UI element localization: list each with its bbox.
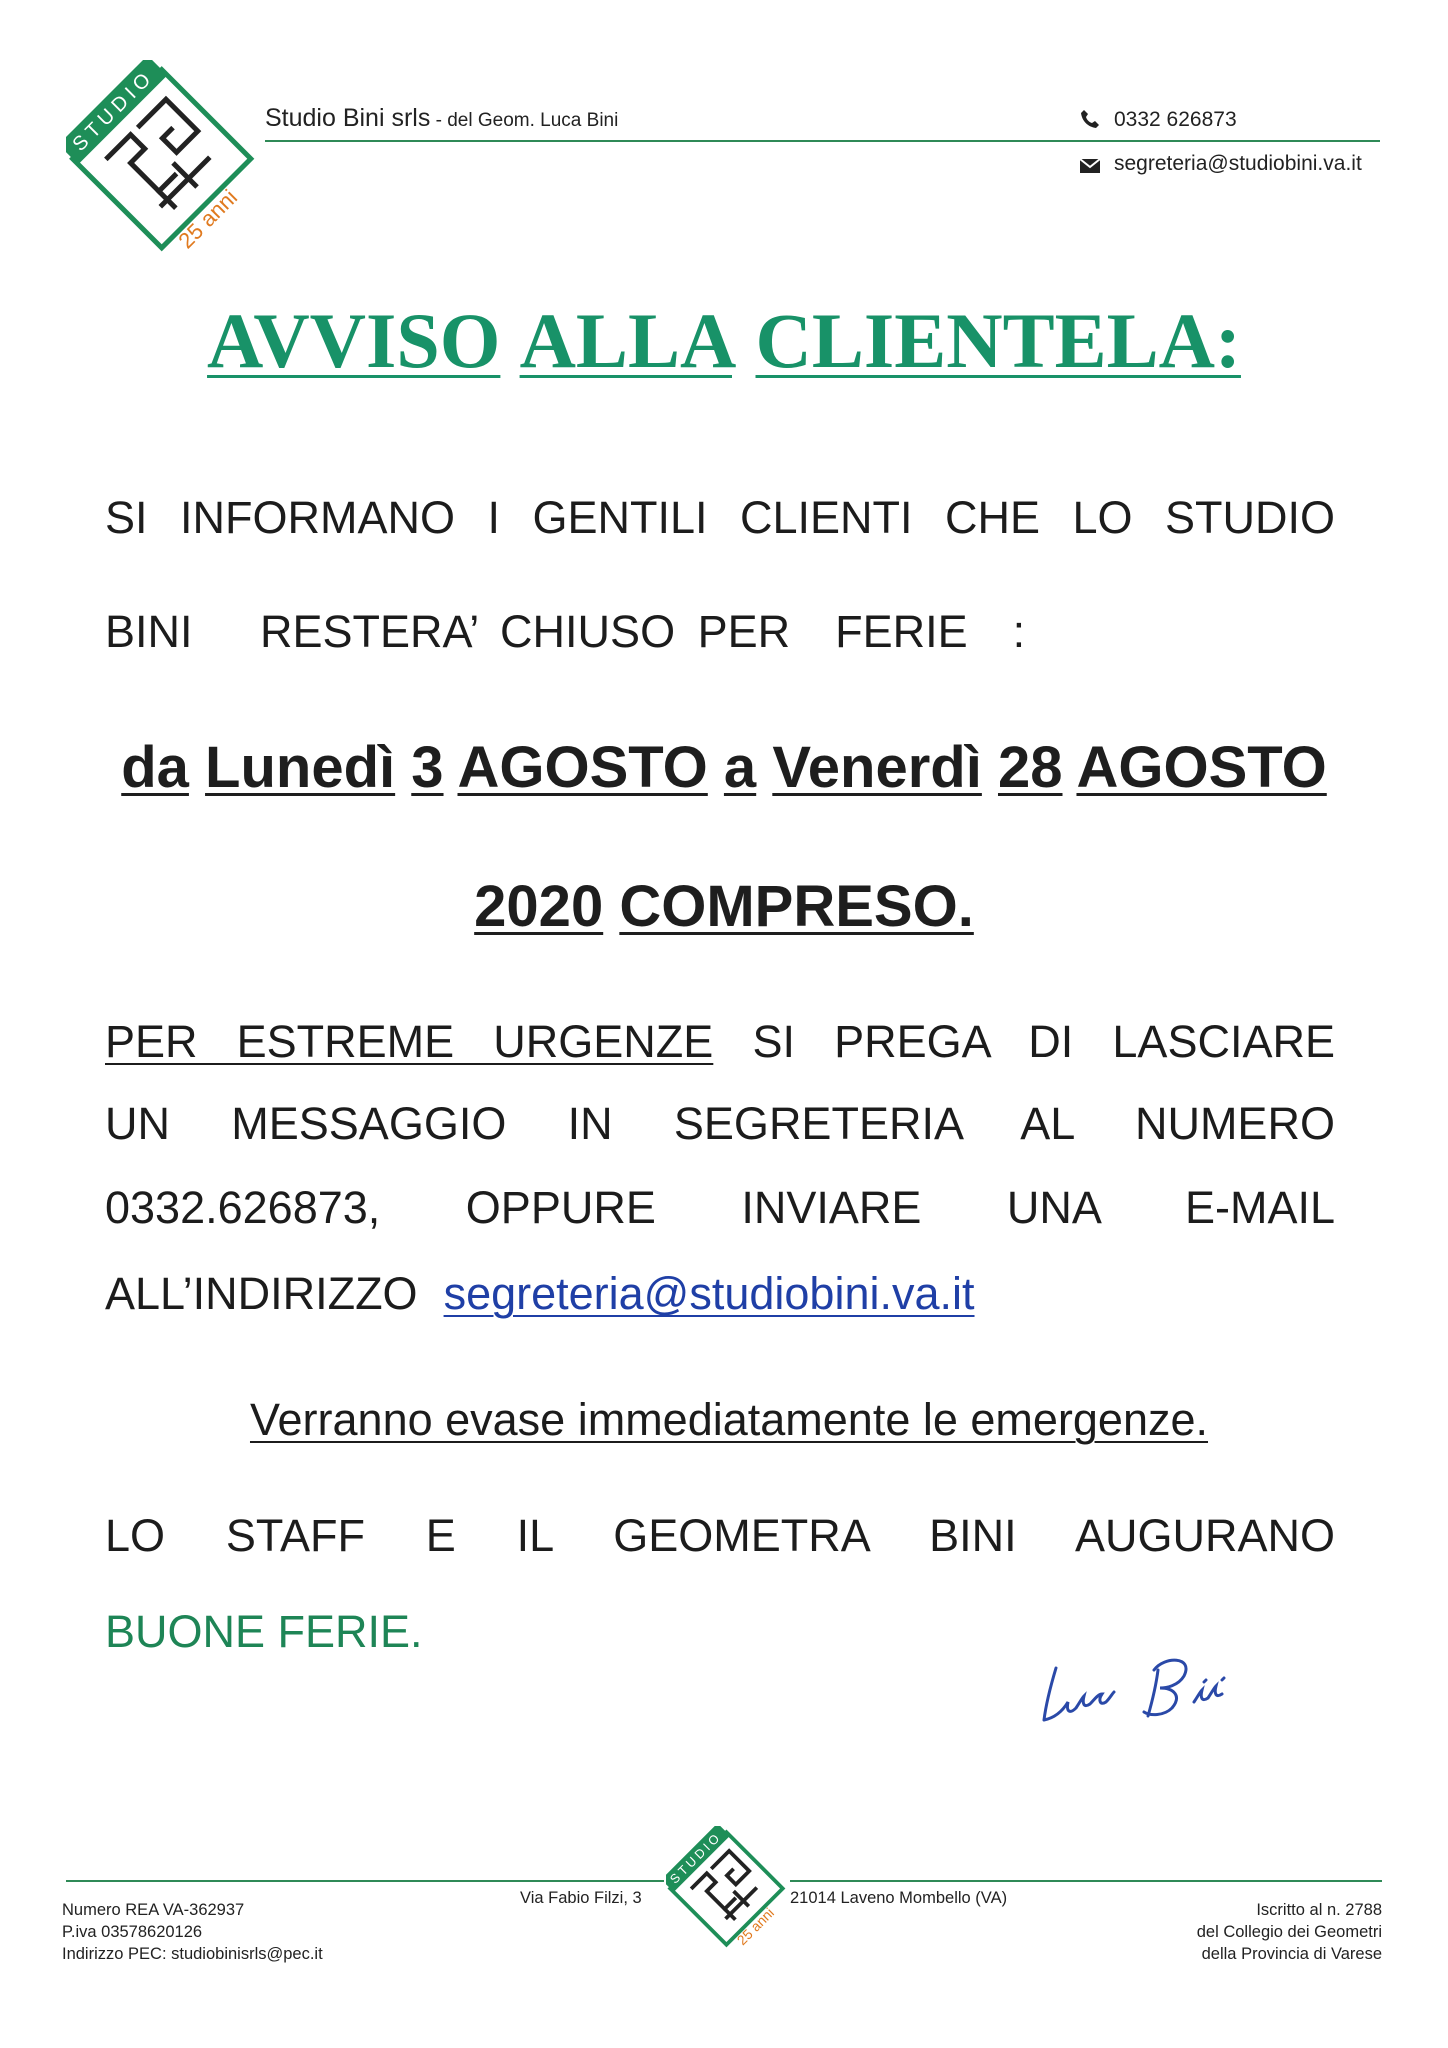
word: GEOMETRA: [613, 1510, 869, 1561]
date-word: Venerdì: [772, 735, 982, 800]
date-word: 28: [997, 735, 1063, 800]
date-word: 3: [411, 735, 444, 800]
footer-logo-years: 25 anni: [733, 1904, 778, 1949]
closure-dates-year: [0, 873, 1448, 940]
logo-years: 25 anni: [173, 184, 243, 254]
phone-icon: [1080, 109, 1100, 129]
word: 0332.626873,: [105, 1182, 381, 1233]
footer-pec: Indirizzo PEC: studiobinisrls@pec.it: [62, 1945, 323, 1963]
date-word: COMPRESO.: [619, 874, 974, 939]
date-word: AGOSTO: [457, 735, 708, 800]
word: SI: [752, 1016, 795, 1067]
word: I: [487, 492, 500, 543]
date-word: da: [121, 735, 189, 800]
word: MESSAGGIO: [231, 1098, 507, 1149]
header-phone: [1080, 108, 1237, 132]
intro-line-1: [105, 492, 1335, 544]
word: DI: [1028, 1016, 1074, 1067]
footer-company-info: [62, 1899, 323, 1965]
footer-divider-right: [790, 1880, 1382, 1882]
word: AUGURANO: [1074, 1510, 1335, 1561]
footer-divider-left: [66, 1880, 664, 1882]
urgent-line-2: [105, 1098, 1335, 1150]
word: PREGA: [834, 1016, 990, 1067]
urgent-line-1: [105, 1016, 1335, 1068]
logo-text: STUDIO: [68, 65, 159, 156]
header-divider: [265, 140, 1380, 142]
company-name: [265, 104, 618, 133]
footer-logo-text: STUDIO: [667, 1829, 725, 1887]
word: GENTILI: [532, 492, 708, 543]
word: LASCIARE: [1112, 1016, 1335, 1067]
word: E-MAIL: [1184, 1182, 1335, 1233]
date-word: AGOSTO: [1076, 735, 1327, 800]
header-email: [1080, 152, 1362, 176]
word: UNA: [1006, 1182, 1100, 1233]
footer-city: 21014 Laveno Mombello (VA): [790, 1889, 1008, 1907]
word: IL: [516, 1510, 553, 1561]
title-word-1: AVVISO: [207, 297, 501, 384]
date-word: Lunedì: [205, 735, 396, 800]
header-email-address: segreteria@studiobini.va.it: [1114, 152, 1362, 175]
word: IN: [567, 1098, 613, 1149]
footer-logo: [666, 1826, 786, 1950]
word: SEGRETERIA: [673, 1098, 962, 1149]
date-word: 2020: [474, 874, 604, 939]
footer-reg-province: della Provincia di Varese: [1201, 1945, 1382, 1963]
footer-piva: P.iva 03578620126: [62, 1923, 203, 1941]
word: AL: [1020, 1098, 1074, 1149]
closing-greeting: BUONE FERIE.: [105, 1606, 423, 1657]
footer-street: Via Fabio Filzi, 3: [520, 1889, 642, 1907]
word: INFORMANO: [180, 492, 455, 543]
company-name-main: Studio Bini srls: [265, 104, 431, 132]
word: OPPURE: [465, 1182, 656, 1233]
word: BINI: [929, 1510, 1017, 1561]
word: INVIARE: [741, 1182, 922, 1233]
word: STUDIO: [1164, 492, 1335, 543]
footer-reg-number: Iscritto al n. 2788: [1256, 1901, 1382, 1919]
urgent-line-4: [105, 1268, 1335, 1320]
signature: [1034, 1640, 1244, 1730]
word: SI: [105, 492, 148, 543]
notice-title: [0, 296, 1448, 386]
word: UN: [105, 1098, 170, 1149]
company-name-sub: - del Geom. Luca Bini: [430, 110, 619, 131]
word: LO: [1072, 492, 1133, 543]
header-phone-number: 0332 626873: [1114, 108, 1237, 131]
footer-registration: [1197, 1899, 1382, 1965]
urgent-underlined: PER ESTREME URGENZE: [105, 1016, 714, 1067]
emergency-note: [0, 1394, 1448, 1446]
word: CHE: [944, 492, 1040, 543]
word: CLIENTI: [739, 492, 913, 543]
title-word-3: CLIENTELA:: [755, 297, 1241, 384]
intro-line-2: BINI RESTERA’ CHIUSO PER FERIE :: [105, 606, 1026, 657]
word: LO: [105, 1510, 166, 1561]
word: NUMERO: [1134, 1098, 1335, 1149]
staff-line: [105, 1510, 1335, 1562]
email-link[interactable]: segreteria@studiobini.va.it: [443, 1268, 975, 1319]
urgent-line-3: [105, 1182, 1335, 1234]
footer-rea: Numero REA VA-362937: [62, 1901, 245, 1919]
word: STAFF: [225, 1510, 365, 1561]
studio-logo: [66, 60, 256, 256]
title-word-2: ALLA: [519, 297, 732, 384]
word: E: [425, 1510, 456, 1561]
footer-reg-college: del Collegio dei Geometri: [1196, 1923, 1382, 1941]
emergency-text: Verranno evase immediatamente le emergenze.: [249, 1394, 1209, 1445]
envelope-icon: [1080, 157, 1100, 173]
closure-dates: [0, 734, 1448, 801]
address-label: ALL’INDIRIZZO: [105, 1268, 418, 1319]
date-word: a: [723, 735, 757, 800]
